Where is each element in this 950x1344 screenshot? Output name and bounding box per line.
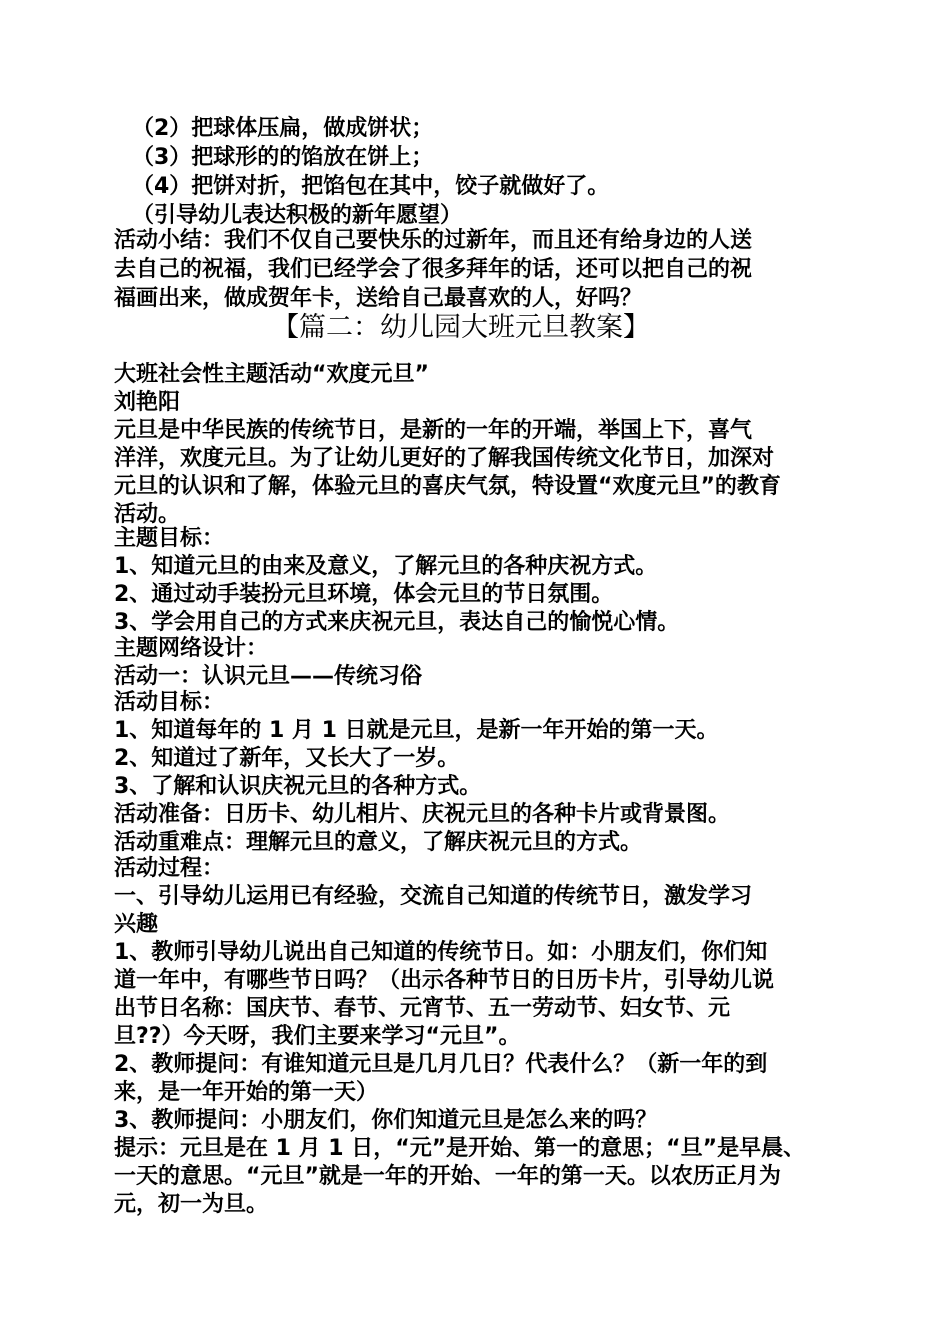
- text-line: 一、引导幼儿运用已有经验，交流自己知道的传统节日，激发学习: [114, 884, 753, 909]
- text-line: 出节日名称：国庆节、春节、元宵节、五一劳动节、妇女节、元: [114, 996, 731, 1021]
- text-line: 兴趣: [114, 912, 159, 937]
- text-line: 刘艳阳: [114, 390, 181, 415]
- text-line: （引导幼儿表达积极的新年愿望）: [132, 203, 463, 228]
- text-line: 主题目标：: [114, 526, 225, 551]
- text-line: 道一年中，有哪些节日吗？（出示各种节日的日历卡片，引导幼儿说: [114, 968, 775, 993]
- text-line: 2、知道过了新年，又长大了一岁。: [114, 746, 460, 771]
- text-line: 3、教师提问：小朋友们，你们知道元旦是怎么来的吗？: [114, 1108, 658, 1133]
- text-line: 1、知道每年的 1 月 1 日就是元旦，是新一年开始的第一天。: [114, 718, 719, 743]
- text-line: 活动小结：我们不仅自己要快乐的过新年，而且还有给身边的人送: [114, 228, 753, 253]
- text-line: 福画出来，做成贺年卡，送给自己最喜欢的人，好吗？: [114, 286, 643, 311]
- text-line: 大班社会性主题活动“欢度元旦”: [114, 362, 429, 387]
- text-line: 去自己的祝福，我们已经学会了很多拜年的话，还可以把自己的祝: [114, 257, 753, 282]
- text-line: （3）把球形的的馅放在饼上；: [132, 145, 434, 170]
- text-line: 来，是一年开始的第一天）: [114, 1080, 379, 1105]
- text-line: 2、通过动手装扮元旦环境，体会元旦的节日氛围。: [114, 582, 614, 607]
- text-line: 元旦是中华民族的传统节日，是新的一年的开端，举国上下，喜气: [114, 418, 753, 443]
- text-line: 元旦的认识和了解，体验元旦的喜庆气氛，特设置“欢度元旦”的教育: [114, 474, 781, 499]
- text-line: 活动重难点：理解元旦的意义，了解庆祝元旦的方式。: [114, 830, 643, 855]
- text-line: 活动过程：: [114, 856, 225, 881]
- text-line: 洋洋，欢度元旦。为了让幼儿更好的了解我国传统文化节日，加深对: [114, 446, 775, 471]
- text-line: （2）把球体压扁，做成饼状；: [132, 116, 434, 141]
- text-line: 主题网络设计：: [114, 636, 269, 661]
- text-line: （4）把饼对折，把馅包在其中，饺子就做好了。: [132, 174, 610, 199]
- text-line: 2、教师提问：有谁知道元旦是几月几日？代表什么？（新一年的到: [114, 1052, 768, 1077]
- text-line: 活动。: [114, 502, 181, 527]
- text-line: 旦??）今天呀，我们主要来学习“元旦”。: [114, 1024, 521, 1049]
- text-line: 活动目标：: [114, 690, 225, 715]
- text-line: 元，初一为旦。: [114, 1192, 269, 1217]
- text-line: 提示：元旦是在 1 月 1 日，“元”是开始、第一的意思；“旦”是早晨、: [114, 1136, 806, 1161]
- text-line: 1、知道元旦的由来及意义，了解元旦的各种庆祝方式。: [114, 554, 658, 579]
- text-line: 活动一：认识元旦——传统习俗: [114, 664, 423, 689]
- text-line: 3、了解和认识庆祝元旦的各种方式。: [114, 774, 482, 799]
- text-line: 3、学会用自己的方式来庆祝元旦，表达自己的愉悦心情。: [114, 610, 680, 635]
- section-title: 【篇二：幼儿园大班元旦教案】: [272, 312, 650, 343]
- text-line: 活动准备：日历卡、幼儿相片、庆祝元旦的各种卡片或背景图。: [114, 802, 731, 827]
- text-line: 一天的意思。“元旦”就是一年的开始、一年的第一天。以农历正月为: [114, 1164, 781, 1189]
- text-line: 1、教师引导幼儿说出自己知道的传统节日。如：小朋友们，你们知: [114, 940, 768, 965]
